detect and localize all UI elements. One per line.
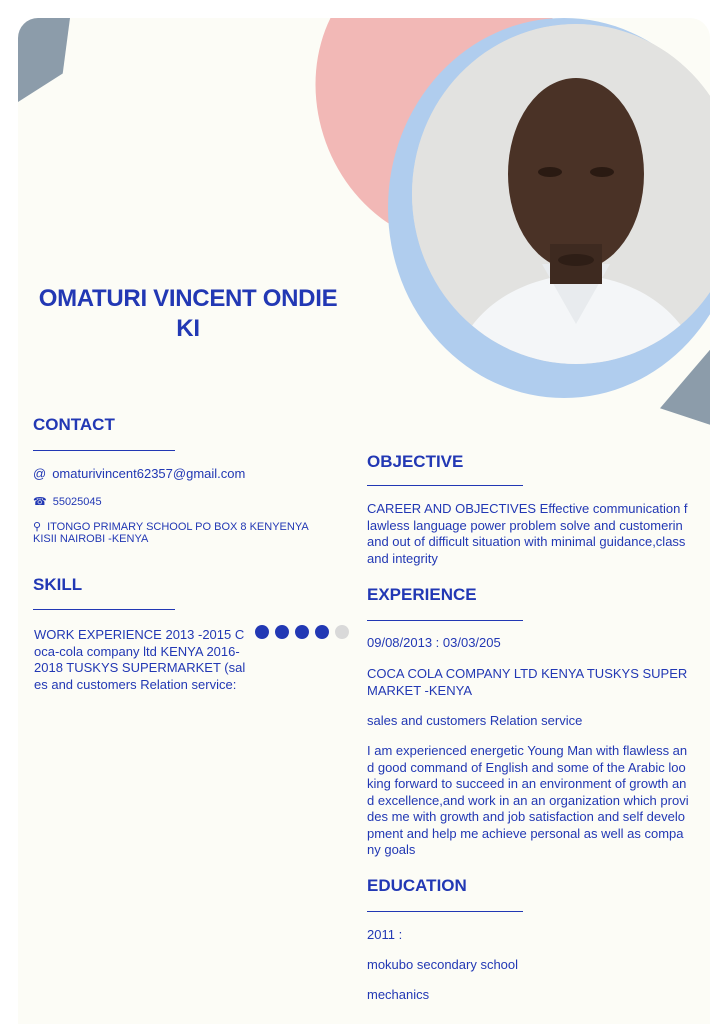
skill-text: WORK EXPERIENCE 2013 -2015 Coca-cola company ltd KENYA 2016-2018 TUSKYS SUPERMARKET (sales and customers Relation service:: [34, 627, 246, 692]
experience-divider: [367, 620, 523, 621]
contact-phone[interactable]: 55025045: [52, 496, 102, 508]
at-icon: @: [33, 466, 47, 481]
rating-dot-empty: [335, 625, 349, 639]
objective-heading: OBJECTIVE: [367, 452, 464, 471]
skill-divider: [33, 609, 175, 610]
skill-rating: [255, 625, 349, 639]
resume-page: [18, 18, 710, 1024]
experience-dates: 09/08/2013 : 03/03/205: [367, 635, 501, 650]
experience-role: sales and customers Relation service: [367, 713, 583, 728]
candidate-name: [18, 284, 358, 344]
rating-dot-filled: [315, 625, 329, 639]
experience-description: I am experienced energetic Young Man with flawless and good command of English and some of the Arabic looking forward to succeed in an environment of growth and excellence,and work in an an organization which provides me with growth and job satisfaction and self development and help me achieve personal as well as company goals: [367, 743, 689, 857]
contact-heading: CONTACT: [33, 415, 115, 434]
education-heading: EDUCATION: [367, 876, 467, 895]
name-line-1: OMATURI VINCENT ONDIE: [38, 285, 338, 312]
rating-dot-filled: [295, 625, 309, 639]
rating-dot-filled: [275, 625, 289, 639]
contact-email-row: [33, 466, 353, 483]
contact-address: ITONGO PRIMARY SCHOOL PO BOX 8 KENYENYA KISII NAIROBI -KENYA: [33, 521, 309, 545]
contact-address-row: [33, 521, 325, 545]
education-year: 2011 :: [367, 927, 403, 942]
objective-divider: [367, 485, 523, 486]
education-field: mechanics: [367, 987, 430, 1002]
contact-email[interactable]: omaturivincent62357@gmail.com: [52, 466, 246, 481]
contact-phone-row: [33, 496, 353, 508]
contact-divider: [33, 450, 175, 451]
location-pin-icon: ⚲: [33, 521, 42, 533]
name-line-2: KI: [176, 315, 200, 342]
rating-dot-filled: [255, 625, 269, 639]
corner-decoration: [18, 18, 70, 102]
education-school: mokubo secondary school: [367, 957, 519, 972]
education-divider: [367, 911, 523, 912]
experience-heading: EXPERIENCE: [367, 585, 477, 604]
experience-company: COCA COLA COMPANY LTD KENYA TUSKYS SUPER MARKET -KENYA: [367, 666, 688, 698]
phone-icon: ☎: [33, 496, 47, 508]
skill-heading: SKILL: [33, 575, 83, 594]
objective-text: CAREER AND OBJECTIVES Effective communication flawless language power problem solve and customerin and out of difficult situation with minimal guidance,class and integrity: [367, 501, 688, 566]
